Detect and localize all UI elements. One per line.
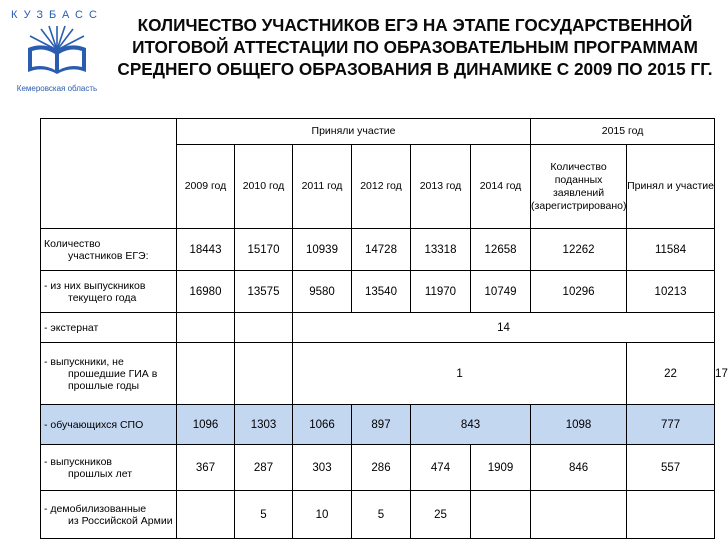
row-label-first: - выпускников	[44, 455, 112, 468]
table-row	[41, 229, 715, 271]
logo-arc-text: КУЗБАСС	[11, 9, 103, 21]
corner-cell	[41, 119, 177, 229]
cell-2013-2014: 843	[411, 405, 531, 445]
cell-2012: 897	[352, 405, 411, 445]
row-label	[41, 405, 177, 445]
cell-2009	[177, 343, 235, 405]
cell-2010: 15170	[235, 229, 293, 271]
cell-2011: 1066	[293, 405, 352, 445]
table-row	[41, 445, 715, 491]
header-2015-applications: Количество поданных заявлений (зарегистрировано)	[531, 145, 627, 229]
cell-2010: 5	[235, 491, 293, 539]
header-2010: 2010 год	[235, 145, 293, 229]
group-header-participated: Приняли участие	[177, 119, 531, 145]
open-book-logo-icon	[8, 4, 106, 84]
row-label-rest: текущего года	[68, 291, 137, 304]
row-label-first: - демобилизованные	[44, 502, 147, 515]
cell-2015-applications	[531, 491, 627, 539]
cell-2015-participated	[627, 491, 715, 539]
participants-table	[40, 118, 728, 539]
row-label-rest: участников ЕГЭ:	[68, 249, 149, 262]
cell-merged-value: 1	[293, 343, 627, 405]
cell-2012: 286	[352, 445, 411, 491]
cell-2015-applications: 12262	[531, 229, 627, 271]
cell-2015-applications: 1098	[531, 405, 627, 445]
table-row	[41, 271, 715, 313]
cell-2010	[235, 313, 293, 343]
table-row	[41, 405, 715, 445]
header-2011: 2011 год	[293, 145, 352, 229]
cell-2011: 9580	[293, 271, 352, 313]
cell-2015-participated: 777	[627, 405, 715, 445]
cell-2011: 10939	[293, 229, 352, 271]
header-2015-participated: Принял и участие	[627, 145, 715, 229]
group-header-2015: 2015 год	[531, 119, 715, 145]
cell-2015-applications: 846	[531, 445, 627, 491]
header-2009: 2009 год	[177, 145, 235, 229]
cell-2015-participated: 10213	[627, 271, 715, 313]
cell-merged-value: 14	[293, 313, 715, 343]
row-label-first: - из них выпускников	[44, 279, 146, 292]
cell-2015-participated: 11584	[627, 229, 715, 271]
logo	[8, 4, 106, 100]
cell-2013: 474	[411, 445, 471, 491]
row-label-first: Количество	[44, 237, 101, 250]
row-label-first: - экстернат	[44, 321, 99, 334]
cell-2009: 16980	[177, 271, 235, 313]
row-label	[41, 229, 177, 271]
cell-2015-applications: 10296	[531, 271, 627, 313]
row-label	[41, 491, 177, 539]
cell-2012: 13540	[352, 271, 411, 313]
row-label	[41, 445, 177, 491]
cell-2009: 1096	[177, 405, 235, 445]
table-row	[41, 491, 715, 539]
header-2013: 2013 год	[411, 145, 471, 229]
table-row	[41, 313, 715, 343]
cell-2010	[235, 343, 293, 405]
header-2014: 2014 год	[471, 145, 531, 229]
row-label	[41, 343, 177, 405]
cell-2014: 1909	[471, 445, 531, 491]
cell-2015-applications: 22	[627, 343, 715, 405]
cell-2010: 287	[235, 445, 293, 491]
cell-2014: 10749	[471, 271, 531, 313]
cell-2009	[177, 313, 235, 343]
cell-2014: 12658	[471, 229, 531, 271]
cell-2013: 11970	[411, 271, 471, 313]
cell-2011: 10	[293, 491, 352, 539]
row-label-rest: из Российской Армии	[68, 514, 173, 527]
table-row: - выпускники, не прошедшие ГИА в прошлые годы 1 22 17	[41, 343, 715, 405]
row-label	[41, 313, 177, 343]
cell-2010: 13575	[235, 271, 293, 313]
cell-2009: 18443	[177, 229, 235, 271]
cell-2009	[177, 491, 235, 539]
cell-2009: 367	[177, 445, 235, 491]
cell-2013: 13318	[411, 229, 471, 271]
row-label-rest: прошлых лет	[68, 467, 133, 480]
cell-2013: 25	[411, 491, 471, 539]
logo-caption: Кемеровская область	[16, 84, 98, 93]
row-label-rest: прошедшие ГИА в прошлые годы	[68, 367, 158, 392]
cell-2012: 14728	[352, 229, 411, 271]
page-title: КОЛИЧЕСТВО УЧАСТНИКОВ ЕГЭ НА ЭТАПЕ ГОСУДАРСТВЕННОЙ ИТОГОВОЙ АТТЕСТАЦИИ ПО ОБРАЗОВАТЕЛЬНЫМ ПРОГРАММАМ СРЕДНЕГО ОБЩЕГО ОБРАЗОВАНИЯ В ДИНАМИКЕ С 2009 ПО 2015 ГГ.	[117, 15, 713, 79]
row-label	[41, 271, 177, 313]
cell-2010: 1303	[235, 405, 293, 445]
cell-2015-participated: 557	[627, 445, 715, 491]
row-label-first: - выпускники, не	[44, 355, 124, 368]
cell-2011: 303	[293, 445, 352, 491]
group-header-row	[41, 119, 715, 145]
header-2012: 2012 год	[352, 145, 411, 229]
row-label-first: - обучающихся СПО	[44, 418, 144, 431]
cell-2014	[471, 491, 531, 539]
cell-2012: 5	[352, 491, 411, 539]
